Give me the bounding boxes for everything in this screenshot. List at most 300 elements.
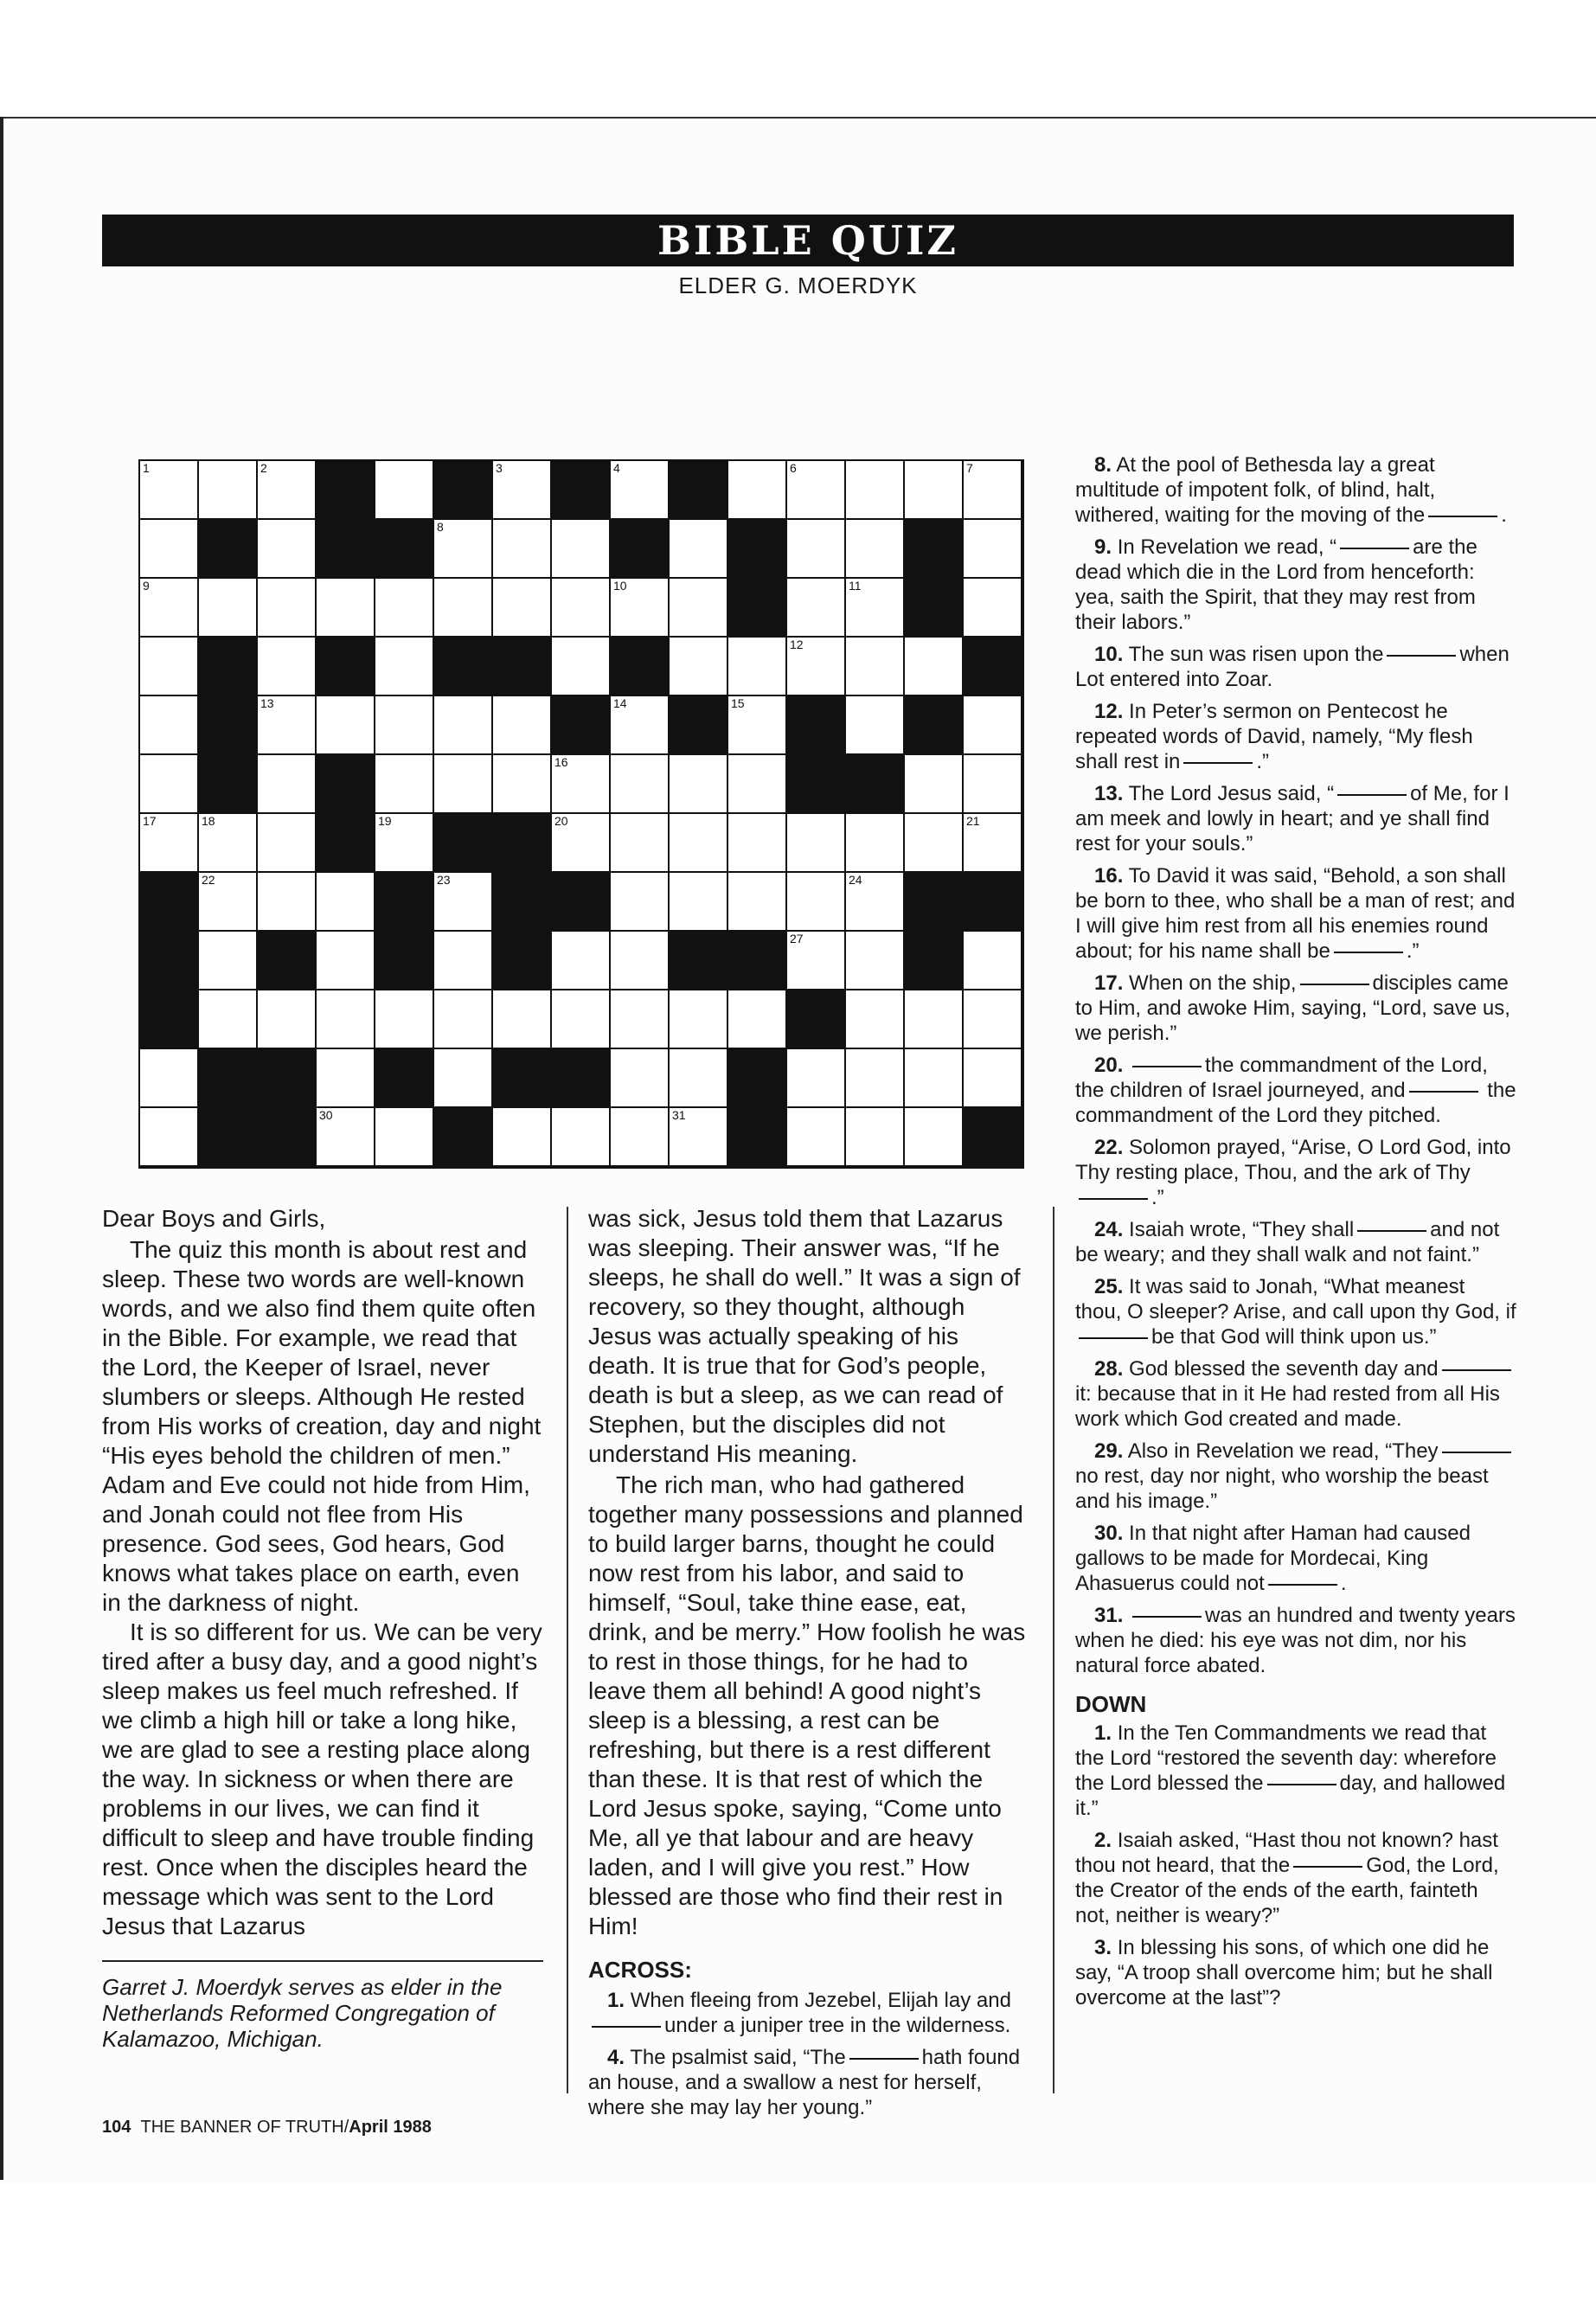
- black-square: [493, 1049, 552, 1108]
- clue-text: disciples came to Him, and awoke Him, saying, “Lord, save us, we perish.”: [1075, 971, 1510, 1045]
- grid-cell[interactable]: [670, 990, 728, 1049]
- clue-item: [1075, 1828, 1516, 1928]
- down-clues-list: [1075, 1721, 1516, 2010]
- letter-paragraph: The quiz this month is about rest and sleep. These two words are well-known words, and we also find them quite often in the Bible. For example, we read that the Lord, the Keeper of Israel, never slumbers or sleeps. Although He rested from His works of creation, day and night “His eyes behold the children of men.” Adam and Eve could not hide from Him, and Jonah could not flee from His presence. God sees, God hears, God knows what takes place on earth, even in the darkness of night.: [102, 1236, 542, 1616]
- issue-date: April 1988: [349, 2118, 432, 2137]
- black-square: [199, 755, 258, 814]
- clue-item: [1075, 1356, 1516, 1432]
- answer-blank: [1337, 793, 1407, 796]
- clue-number: 18: [202, 814, 215, 828]
- grid-cell[interactable]: [611, 1108, 670, 1167]
- grid-cell[interactable]: [258, 579, 317, 638]
- clue-number: 19: [378, 814, 392, 828]
- grid-cell[interactable]: [728, 638, 787, 696]
- black-square: [199, 520, 258, 579]
- answer-blank: [1409, 1090, 1478, 1093]
- grid-cell[interactable]: [787, 932, 846, 990]
- black-square: [905, 696, 964, 755]
- grid-cell[interactable]: [258, 696, 317, 755]
- black-square: [375, 932, 434, 990]
- clue-number: 13: [260, 696, 274, 710]
- black-square: [493, 638, 552, 696]
- clue-item: [1075, 699, 1516, 774]
- clue-text: At the pool of Bethesda lay a great multitude of impotent folk, of blind, halt, withered, waiting for the moving of the: [1075, 453, 1436, 527]
- clue-number: 5: [672, 461, 679, 475]
- grid-cell[interactable]: [670, 873, 728, 932]
- clue-item-number: 13.: [1094, 782, 1124, 805]
- clue-text: no rest, day nor night, who worship the beast and his image.”: [1075, 1465, 1489, 1513]
- clue-number: 23: [437, 873, 451, 887]
- grid-cell[interactable]: [317, 873, 375, 932]
- grid-cell[interactable]: [317, 579, 375, 638]
- grid-cell[interactable]: [258, 814, 317, 873]
- grid-cell[interactable]: [846, 873, 905, 932]
- black-square: [905, 520, 964, 579]
- clue-number: 20: [554, 814, 568, 828]
- grid-cell[interactable]: [434, 520, 493, 579]
- grid-cell[interactable]: [140, 755, 199, 814]
- black-square: [375, 873, 434, 932]
- grid-cell[interactable]: [787, 814, 846, 873]
- grid-cell[interactable]: [258, 873, 317, 932]
- black-square: [258, 1049, 317, 1108]
- clue-item-number: 30.: [1094, 1522, 1124, 1545]
- clue-item-number: 2.: [1094, 1829, 1112, 1852]
- black-square: [787, 696, 846, 755]
- clue-text: of Me, for I am meek and lowly in heart; and ye shall find rest for your souls.”: [1075, 782, 1509, 856]
- clue-item: [1075, 1935, 1516, 2010]
- grid-cell[interactable]: [670, 638, 728, 696]
- clue-item: [1075, 1603, 1516, 1678]
- clue-number: 29: [790, 990, 804, 1004]
- clue-text: and not be weary; and they shall walk and not faint.”: [1075, 1218, 1500, 1266]
- black-square: [905, 873, 964, 932]
- page-spine: [0, 117, 3, 2180]
- grid-cell[interactable]: [552, 755, 611, 814]
- grid-cell[interactable]: [611, 696, 670, 755]
- grid-cell[interactable]: [728, 990, 787, 1049]
- clue-text: To David it was said, “Behold, a son shall be born to thee, who shall be a man of rest; and I will give him rest from all his enemies round about; for his name shall be: [1075, 864, 1516, 963]
- grid-cell[interactable]: [199, 579, 258, 638]
- grid-cell[interactable]: [611, 579, 670, 638]
- clue-number: 30: [319, 1108, 333, 1122]
- clue-number: 11: [849, 579, 862, 593]
- grid-cell[interactable]: [140, 1049, 199, 1108]
- clue-item: [1075, 1274, 1516, 1349]
- grid-cell[interactable]: [317, 932, 375, 990]
- answer-blank: [1293, 1865, 1362, 1868]
- letter-paragraph: It is so different for us. We can be very tired after a busy day, and a good night’s sleep makes us feel much refreshed. If we climb a high hill or take a long hike, we are glad to see a resting place along the way. In sickness or when there are problems in our lives, we can find it difficult to sleep and have trouble finding rest. Once when the disciples heard the message which was sent to the Lord Jesus that Lazarus: [102, 1618, 542, 1939]
- clue-number: 21: [966, 814, 980, 828]
- clue-item-number: 17.: [1094, 971, 1124, 995]
- grid-cell[interactable]: [317, 990, 375, 1049]
- answer-blank: [1357, 1229, 1426, 1232]
- grid-cell[interactable]: [964, 990, 1022, 1049]
- clue-number: 7: [966, 461, 973, 475]
- black-square: [670, 696, 728, 755]
- grid-cell[interactable]: [670, 579, 728, 638]
- grid-cell[interactable]: [670, 520, 728, 579]
- clue-item: [1075, 781, 1516, 856]
- clue-item-number: 9.: [1094, 535, 1112, 559]
- clue-text: .: [1340, 1572, 1347, 1595]
- answer-blank: [1442, 1451, 1511, 1453]
- clue-text: In the Ten Commandments we read that the Lord “restored the seventh day: wherefore the Lord blessed the: [1075, 1721, 1497, 1795]
- grid-cell[interactable]: [199, 461, 258, 520]
- clue-text: are the dead which die in the Lord from henceforth: yea, saith the Spirit, that they may rest from their labors.”: [1075, 535, 1477, 634]
- clue-item: [1075, 642, 1516, 692]
- across-clues-continued: [1075, 452, 1516, 1678]
- answer-blank: [1267, 1783, 1336, 1785]
- grid-cell[interactable]: [846, 579, 905, 638]
- grid-cell[interactable]: [728, 696, 787, 755]
- clue-number: 6: [790, 461, 797, 475]
- column-rule: [1053, 1207, 1054, 2093]
- grid-cell[interactable]: [728, 873, 787, 932]
- clue-text: under a juniper tree in the wilderness.: [664, 2014, 1011, 2037]
- grid-cell[interactable]: [434, 873, 493, 932]
- grid-cell[interactable]: [434, 1049, 493, 1108]
- clue-number: 10: [613, 579, 627, 593]
- clue-text: In blessing his sons, of which one did he say, “A troop shall overcome him; but he shall overcome at the last”?: [1075, 1936, 1493, 2009]
- clue-text: It was said to Jonah, “What meanest thou, O sleeper? Arise, and call upon thy God, if: [1075, 1275, 1516, 1324]
- grid-cell[interactable]: [905, 755, 964, 814]
- grid-cell[interactable]: [375, 1108, 434, 1167]
- black-square: [905, 932, 964, 990]
- grid-cell[interactable]: [670, 1049, 728, 1108]
- grid-cell[interactable]: [375, 461, 434, 520]
- column-rule: [567, 1207, 568, 2093]
- grid-cell[interactable]: [964, 932, 1022, 990]
- grid-cell[interactable]: [258, 990, 317, 1049]
- grid-cell[interactable]: [728, 814, 787, 873]
- grid-cell[interactable]: [611, 990, 670, 1049]
- black-square: [787, 755, 846, 814]
- black-square: [964, 638, 1022, 696]
- clue-text: God, the Lord, the Creator of the ends of the earth, fainteth not, neither is weary?”: [1075, 1854, 1499, 1927]
- clue-text: .”: [1406, 939, 1420, 963]
- grid-cell[interactable]: [140, 638, 199, 696]
- answer-blank: [1387, 654, 1456, 657]
- letter-paragraph: The rich man, who had gathered together many possessions and planned to build larger barns, thought he could now rest from his labor, and said to himself, “Soul, take thine ease, eat, drink, and be merry.” How foolish he was to rest in those things, for he had to leave them all behind! A good night’s sleep is a blessing, a rest can be refreshing, but there is a rest different than these. It is that rest of which the Lord Jesus spoke, saying, “Come unto Me, all ye that labour and are heavy laden, and I will give you rest.” How blessed are those who find their rest in Him!: [588, 1471, 1026, 1939]
- answer-blank: [1268, 1583, 1337, 1586]
- grid-cell[interactable]: [140, 696, 199, 755]
- clue-text: day, and hallowed it.”: [1075, 1772, 1506, 1820]
- across-clues-list: [588, 1988, 1031, 2120]
- grid-cell[interactable]: [258, 520, 317, 579]
- salutation: Dear Boys and Girls,: [102, 1205, 326, 1232]
- black-square: [964, 873, 1022, 932]
- black-square: [375, 1049, 434, 1108]
- clue-item: [1075, 1721, 1516, 1821]
- clue-item-number: 22.: [1094, 1136, 1124, 1159]
- grid-cell[interactable]: [846, 638, 905, 696]
- grid-cell[interactable]: [552, 638, 611, 696]
- clue-item-number: 4.: [607, 2046, 625, 2069]
- grid-cell[interactable]: [199, 873, 258, 932]
- letter-column-2: [588, 1204, 1031, 2127]
- letter-paragraph-continued: was sick, Jesus told them that Lazarus was sleeping. Their answer was, “If he sleeps, he shall do well.” It was a sign of recovery, so they thought, although Jesus was actually speaking of his death. It is true that for God’s people, death is but a sleep, as we can read of Stephen, but the disciples did not understand His meaning.: [588, 1205, 1021, 1467]
- grid-cell[interactable]: [317, 696, 375, 755]
- answer-blank: [1300, 983, 1369, 985]
- black-square: [846, 755, 905, 814]
- black-square: [964, 1108, 1022, 1167]
- grid-cell[interactable]: [787, 520, 846, 579]
- black-square: [317, 638, 375, 696]
- answer-blank: [1442, 1368, 1511, 1371]
- grid-cell[interactable]: [964, 1049, 1022, 1108]
- clue-item-number: 29.: [1094, 1439, 1124, 1463]
- black-square: [493, 932, 552, 990]
- grid-cell[interactable]: [846, 696, 905, 755]
- black-square: [434, 814, 493, 873]
- clue-item-number: 12.: [1094, 700, 1124, 723]
- grid-cell[interactable]: [258, 638, 317, 696]
- black-square: [493, 814, 552, 873]
- grid-cell[interactable]: [434, 579, 493, 638]
- black-square: [199, 638, 258, 696]
- black-square: [434, 638, 493, 696]
- grid-cell[interactable]: [199, 932, 258, 990]
- clue-item-number: 25.: [1094, 1275, 1124, 1298]
- clue-number: 27: [790, 932, 804, 945]
- clue-number: 9: [143, 579, 150, 593]
- clue-item: [1075, 1135, 1516, 1210]
- black-square: [199, 1049, 258, 1108]
- black-square: [199, 696, 258, 755]
- grid-cell[interactable]: [493, 520, 552, 579]
- grid-cell[interactable]: [964, 696, 1022, 755]
- answer-blank: [1428, 515, 1497, 517]
- grid-cell[interactable]: [905, 1108, 964, 1167]
- grid-cell[interactable]: [787, 1049, 846, 1108]
- grid-cell[interactable]: [846, 932, 905, 990]
- grid-cell[interactable]: [611, 755, 670, 814]
- black-square: [670, 932, 728, 990]
- grid-cell[interactable]: [434, 932, 493, 990]
- clue-item: [1075, 452, 1516, 528]
- grid-cell[interactable]: [846, 990, 905, 1049]
- grid-cell[interactable]: [493, 1108, 552, 1167]
- grid-cell[interactable]: [611, 814, 670, 873]
- grid-cell[interactable]: [611, 873, 670, 932]
- clue-text: .”: [1256, 750, 1270, 773]
- grid-cell[interactable]: [552, 579, 611, 638]
- grid-cell[interactable]: [317, 1108, 375, 1167]
- grid-cell[interactable]: [964, 755, 1022, 814]
- clue-text: In Peter’s sermon on Pentecost he repeated words of David, namely, “My flesh shall rest in: [1075, 700, 1473, 773]
- grid-cell[interactable]: [434, 990, 493, 1049]
- grid-cell[interactable]: [846, 1108, 905, 1167]
- letter-column-1: [102, 1204, 545, 2052]
- clue-item: [1075, 1053, 1516, 1128]
- clue-number: 25: [378, 932, 392, 945]
- grid-cell[interactable]: [728, 461, 787, 520]
- grid-cell[interactable]: [493, 579, 552, 638]
- clue-text: when Lot entered into Zoar.: [1075, 643, 1509, 691]
- grid-cell[interactable]: [375, 696, 434, 755]
- black-square: [787, 990, 846, 1049]
- grid-cell[interactable]: [375, 755, 434, 814]
- clue-text: God blessed the seventh day and: [1129, 1357, 1439, 1381]
- grid-cell[interactable]: [846, 520, 905, 579]
- page-number: 104: [102, 2118, 131, 2137]
- clue-text: was an hundred and twenty years when he died: his eye was not dim, nor his natural force abated.: [1075, 1604, 1516, 1677]
- clue-item-number: 1.: [1094, 1721, 1112, 1745]
- black-square: [258, 1108, 317, 1167]
- clue-item-number: 31.: [1094, 1604, 1124, 1627]
- author-byline: ELDER G. MOERDYK: [678, 272, 918, 298]
- clue-text: hath found an house, and a swallow a nest for herself, where she may lay her young.”: [588, 2046, 1021, 2119]
- black-square: [317, 814, 375, 873]
- grid-cell[interactable]: [846, 1049, 905, 1108]
- clue-item-number: 16.: [1094, 864, 1124, 888]
- clue-number: 4: [613, 461, 620, 475]
- answer-blank: [1183, 761, 1253, 764]
- publication-name: THE BANNER OF TRUTH/: [140, 2118, 349, 2137]
- clue-item-number: 8.: [1094, 453, 1112, 477]
- clue-item-number: 10.: [1094, 643, 1124, 666]
- grid-cell[interactable]: [846, 814, 905, 873]
- black-square: [199, 1108, 258, 1167]
- grid-cell[interactable]: [670, 814, 728, 873]
- grid-cell[interactable]: [552, 990, 611, 1049]
- clue-item-number: 28.: [1094, 1357, 1124, 1381]
- clue-text: .: [1501, 503, 1507, 527]
- clue-item-number: 24.: [1094, 1218, 1124, 1241]
- grid-cell[interactable]: [905, 990, 964, 1049]
- grid-cell[interactable]: [552, 1108, 611, 1167]
- black-square: [728, 1108, 787, 1167]
- grid-cell[interactable]: [670, 755, 728, 814]
- clue-number: 14: [613, 696, 627, 710]
- grid-cell[interactable]: [964, 461, 1022, 520]
- grid-cell[interactable]: [375, 638, 434, 696]
- grid-cell[interactable]: [728, 755, 787, 814]
- black-square: [728, 520, 787, 579]
- clue-column: [1075, 452, 1516, 2017]
- answer-blank: [1132, 1065, 1202, 1067]
- black-square: [552, 696, 611, 755]
- clue-text: Isaiah asked, “Hast thou not known? hast thou not heard, that the: [1075, 1829, 1498, 1877]
- grid-cell[interactable]: [611, 461, 670, 520]
- grid-cell[interactable]: [670, 1108, 728, 1167]
- clue-item: [1075, 1521, 1516, 1596]
- black-square: [552, 873, 611, 932]
- clue-text: be that God will think upon us.”: [1151, 1325, 1437, 1349]
- clue-number: 1: [143, 461, 150, 475]
- crossword-grid: [138, 459, 1024, 1169]
- grid-cell[interactable]: [787, 579, 846, 638]
- grid-cell[interactable]: [846, 461, 905, 520]
- grid-cell[interactable]: [611, 932, 670, 990]
- grid-cell[interactable]: [375, 990, 434, 1049]
- clue-item: [1075, 1439, 1516, 1514]
- clue-text: The sun was risen upon the: [1128, 643, 1384, 666]
- grid-cell[interactable]: [140, 461, 199, 520]
- grid-cell[interactable]: [493, 755, 552, 814]
- black-square: [728, 579, 787, 638]
- black-square: [552, 461, 611, 520]
- black-square: [140, 932, 199, 990]
- grid-cell[interactable]: [258, 755, 317, 814]
- grid-cell[interactable]: [434, 696, 493, 755]
- answer-blank: [1132, 1615, 1202, 1618]
- grid-cell[interactable]: [493, 990, 552, 1049]
- black-square: [670, 461, 728, 520]
- clue-number: 12: [790, 638, 804, 651]
- clue-number: 2: [260, 461, 267, 475]
- grid-cell[interactable]: [375, 579, 434, 638]
- grid-cell[interactable]: [552, 520, 611, 579]
- clue-text: Also in Revelation we read, “They: [1127, 1439, 1439, 1463]
- grid-cell[interactable]: [787, 873, 846, 932]
- grid-cell[interactable]: [140, 814, 199, 873]
- grid-cell[interactable]: [611, 1049, 670, 1108]
- clue-text: the commandment of the Lord, the children of Israel journeyed, and: [1075, 1054, 1488, 1102]
- clue-text: In that night after Haman had caused gallows to be made for Mordecai, King Ahasuerus could not: [1075, 1522, 1471, 1595]
- grid-cell[interactable]: [905, 1049, 964, 1108]
- grid-cell[interactable]: [199, 814, 258, 873]
- clue-text: Isaiah wrote, “They shall: [1129, 1218, 1355, 1241]
- black-square: [375, 520, 434, 579]
- black-square: [611, 520, 670, 579]
- grid-cell[interactable]: [964, 579, 1022, 638]
- clue-item: [588, 2045, 1031, 2120]
- grid-cell[interactable]: [493, 461, 552, 520]
- clue-number: 31: [672, 1108, 686, 1122]
- clue-text: The Lord Jesus said, “: [1128, 782, 1335, 805]
- grid-cell[interactable]: [905, 814, 964, 873]
- clue-text: When fleeing from Jezebel, Elijah lay and: [630, 1989, 1011, 2012]
- grid-cell[interactable]: [140, 1108, 199, 1167]
- down-heading: DOWN: [1075, 1691, 1147, 1717]
- grid-cell[interactable]: [140, 520, 199, 579]
- clue-item: [588, 1988, 1031, 2038]
- grid-cell[interactable]: [905, 638, 964, 696]
- black-square: [905, 579, 964, 638]
- black-square: [493, 873, 552, 932]
- grid-cell[interactable]: [787, 638, 846, 696]
- grid-cell[interactable]: [140, 579, 199, 638]
- clue-number: 24: [849, 873, 862, 887]
- grid-cell[interactable]: [258, 461, 317, 520]
- grid-cell[interactable]: [434, 755, 493, 814]
- grid-cell[interactable]: [552, 814, 611, 873]
- clue-item-number: 1.: [607, 1989, 625, 2012]
- grid-cell[interactable]: [493, 696, 552, 755]
- grid-cell[interactable]: [964, 520, 1022, 579]
- answer-blank: [1079, 1336, 1148, 1339]
- grid-cell[interactable]: [317, 1049, 375, 1108]
- answer-blank: [1334, 951, 1403, 953]
- grid-cell[interactable]: [905, 461, 964, 520]
- grid-cell[interactable]: [964, 814, 1022, 873]
- grid-cell[interactable]: [552, 932, 611, 990]
- black-square: [552, 1049, 611, 1108]
- grid-cell[interactable]: [787, 1108, 846, 1167]
- black-square: [611, 638, 670, 696]
- clue-number: 28: [143, 990, 157, 1004]
- grid-cell[interactable]: [375, 814, 434, 873]
- clue-text: The psalmist said, “The: [630, 2046, 846, 2069]
- clue-item-number: 3.: [1094, 1936, 1112, 1959]
- page-title: BIBLE QUIZ: [657, 217, 958, 264]
- grid-cell[interactable]: [199, 990, 258, 1049]
- grid-cell[interactable]: [787, 461, 846, 520]
- clue-item-number: 20.: [1094, 1054, 1124, 1077]
- black-square: [317, 755, 375, 814]
